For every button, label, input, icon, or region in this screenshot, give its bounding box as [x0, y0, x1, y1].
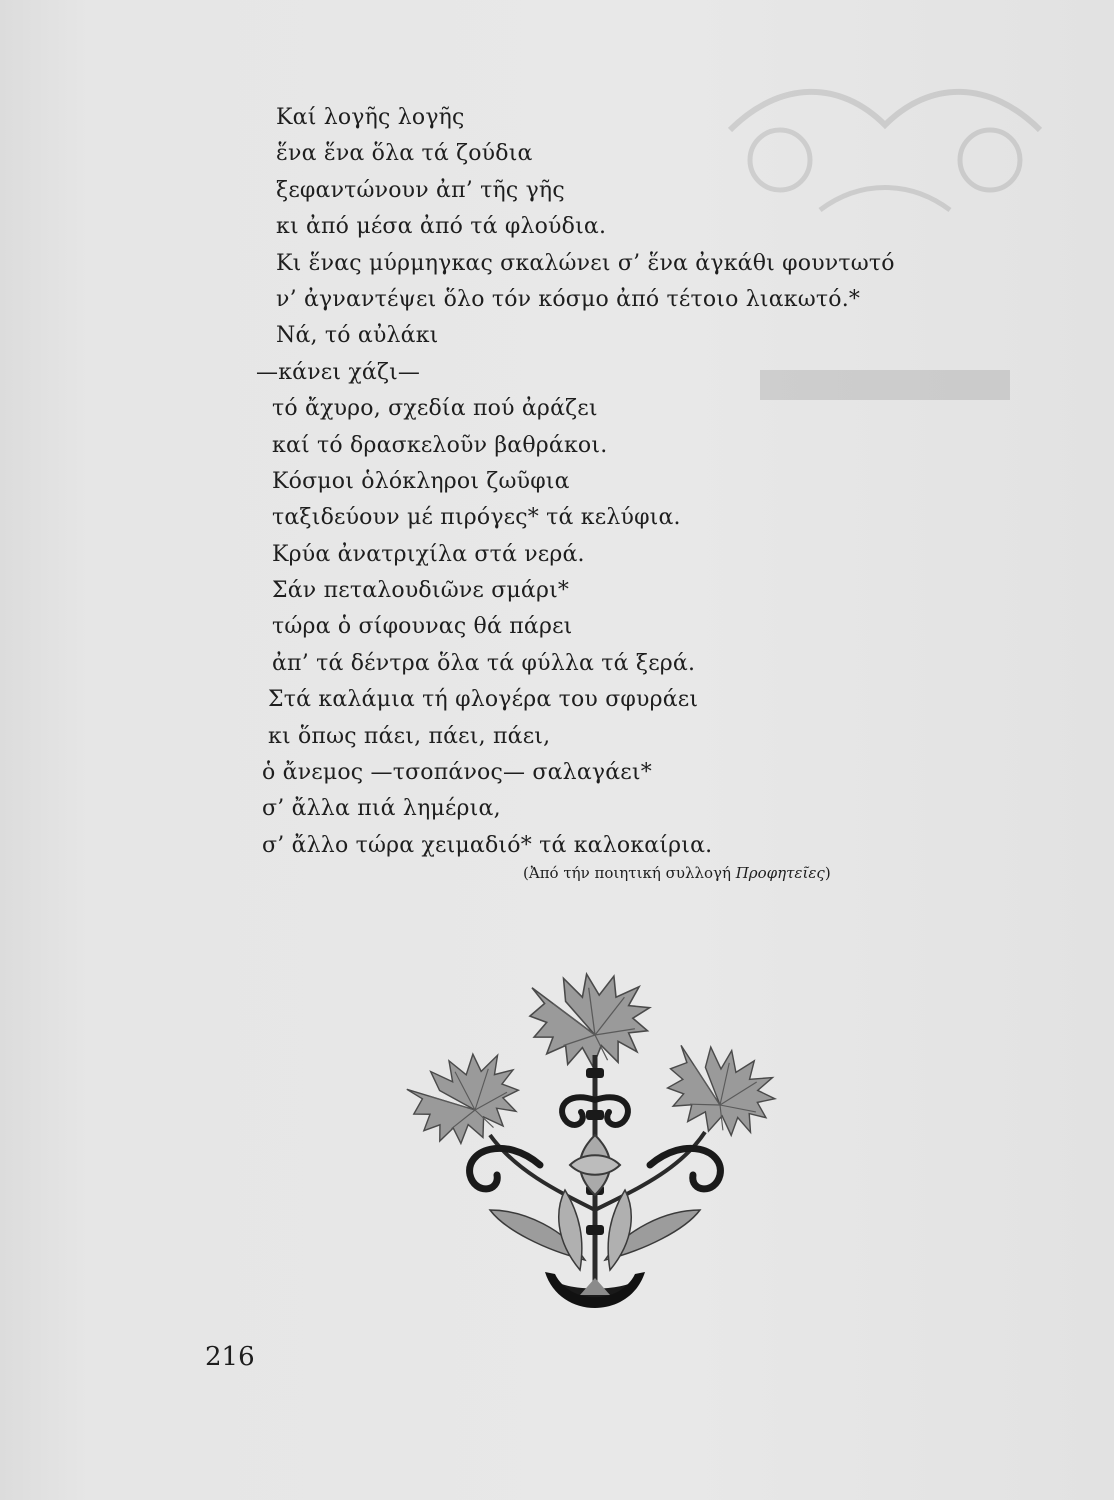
- poem-line: Σάν πεταλουδιῶνε σμάρι*: [272, 578, 570, 604]
- poem-line: ὁ ἄνεμος —τσοπάνος— σαλαγάει*: [262, 760, 652, 786]
- attribution-close: ): [824, 864, 831, 882]
- source-attribution: [523, 864, 831, 882]
- attribution-open: (: [523, 864, 529, 882]
- poem-line: κι ἀπό μέσα ἀπό τά φλούδια.: [276, 214, 607, 240]
- collection-title: Προφητεῖες: [735, 864, 825, 882]
- poem-line: ἕνα ἕνα ὅλα τά ζούδια: [276, 141, 533, 167]
- poem-text: [250, 100, 1010, 864]
- poem-line: Νά, τό αὐλάκι: [276, 323, 439, 349]
- floral-ornament-icon: [395, 960, 795, 1330]
- poem-line: τό ἄχυρο, σχεδία πού ἀράζει: [272, 396, 598, 422]
- poem-line: Στά καλάμια τή φλογέρα του σφυράει: [268, 687, 699, 713]
- poem-line: ξεφαντώνουν ἀπ’ τῆς γῆς: [276, 177, 565, 203]
- poem-line: Κι ἕνας μύρμηγκας σκαλώνει σ’ ἕνα ἀγκάθι φουντωτό: [276, 250, 895, 276]
- page-number: 216: [205, 1342, 255, 1372]
- poem-line: κι ὅπως πάει, πάει, πάει,: [268, 723, 551, 749]
- poem-line: Καί λογῆς λογῆς: [276, 105, 465, 130]
- poem-line: —κάνει χάζι—: [256, 359, 421, 385]
- poem-line: τώρα ὁ σίφουνας θά πάρει: [272, 614, 573, 640]
- poem-line: σ’ ἄλλο τώρα χειμαδιό* τά καλοκαίρια.: [262, 832, 713, 858]
- poem-line: Κόσμοι ὁλόκληροι ζωῦφια: [272, 468, 570, 494]
- attribution-prefix: Ἀπό τήν ποιητική συλλογή: [528, 864, 736, 882]
- poem-line: ἀπ’ τά δέντρα ὅλα τά φύλλα τά ξερά.: [272, 650, 696, 676]
- poem-line: ν’ ἀγναντέψει ὅλο τόν κόσμο ἀπό τέτοιο λιακωτό.*: [276, 286, 861, 312]
- poem-line: καί τό δρασκελοῦν βαθράκοι.: [272, 432, 608, 458]
- poem-line: σ’ ἄλλα πιά λημέρια,: [262, 796, 501, 822]
- poem-line: ταξιδεύουν μέ πιρόγες* τά κελύφια.: [272, 505, 681, 531]
- poem-line: Κρύα ἀνατριχίλα στά νερά.: [272, 541, 585, 567]
